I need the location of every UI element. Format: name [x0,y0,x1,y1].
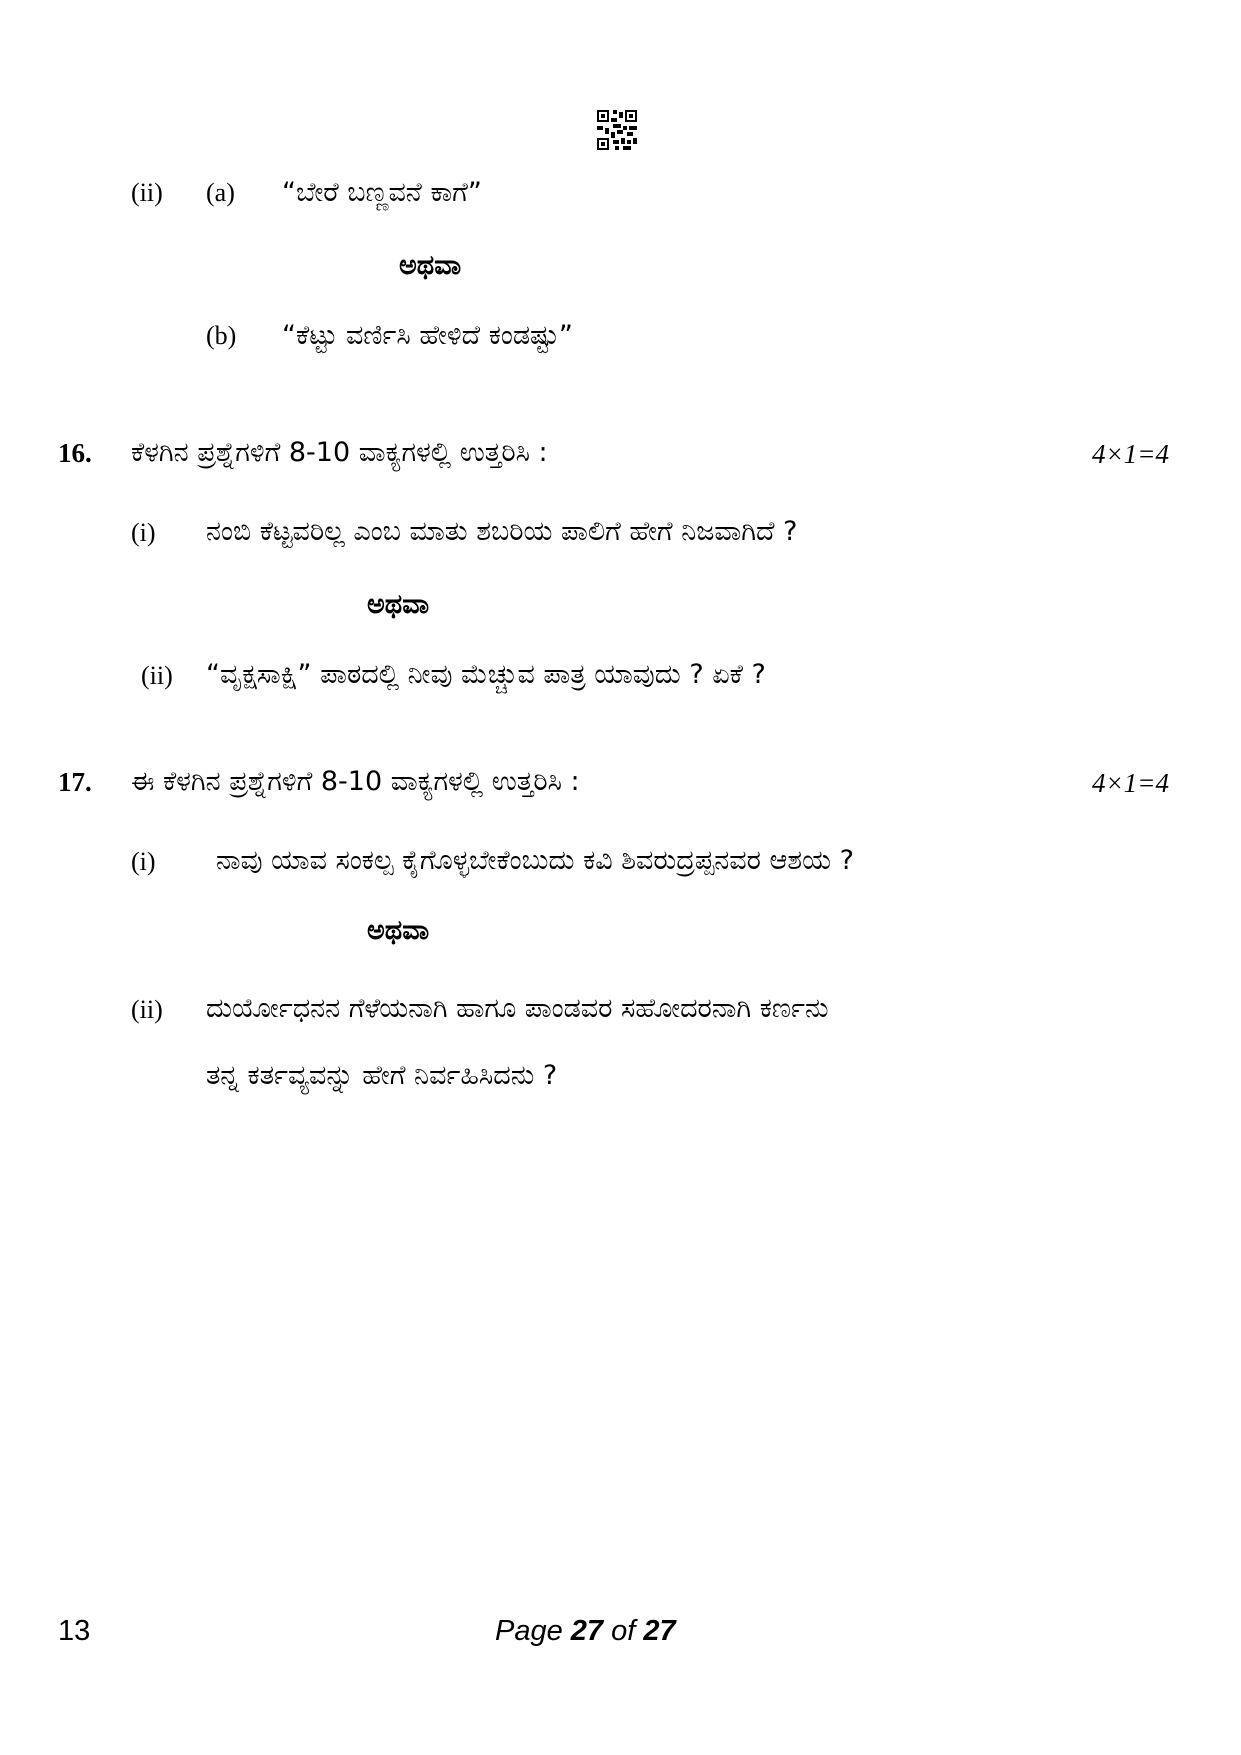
page-number [495,1617,676,1646]
page-total: 27 [643,1615,676,1647]
or-separator: ಅಥವಾ [367,589,430,620]
question-instruction: ಈ ಕೆಳಗಿನ ಪ್ರಶ್ನೆಗಳಿಗೆ 8-10 ವಾಕ್ಯಗಳಲ್ಲಿ ಉತ್ತರಿಸಿ : [131,766,580,797]
question-instruction: ಕೆಳಗಿನ ಪ್ರಶ್ನೆಗಳಿಗೆ 8-10 ವಾಕ್ಯಗಳಲ್ಲಿ ಉತ್ತರಿಸಿ : [131,437,548,468]
sub-question-text: ದುರ್ಯೋಧನನ ಗೆಳೆಯನಾಗಿ ಹಾಗೂ ಪಾಂಡವರ ಸಹೋದರನಾಗಿ ಕರ್ಣನು [206,993,829,1024]
or-separator: ಅಥವಾ [367,915,430,946]
sub-question-label: (ii) [141,661,173,690]
question-number: 17. [58,767,92,797]
sub-question-text: ನಾವು ಯಾವ ಸಂಕಲ್ಪ ಕೈಗೊಳ್ಳಬೇಕೆಂಬುದು ಕವಿ ಶಿವರುದ್ರಪ್ಪನವರ ಆಶಯ ? [216,845,854,876]
option-label: (a) [206,178,235,207]
qr-code-icon [597,110,637,150]
paper-code: 13 [58,1615,91,1647]
or-separator: ಅಥವಾ [399,250,462,281]
sub-question-label: (ii) [131,178,163,207]
page-of: of [603,1615,644,1647]
sub-question-label: (i) [131,518,156,547]
marks-label: 4×1=4 [1092,439,1169,469]
page-prefix: Page [495,1615,571,1647]
sub-question-label: (ii) [131,995,163,1024]
question-number: 16. [58,438,92,468]
sub-question-text: ನಂಬಿ ಕೆಟ್ಟವರಿಲ್ಲ ಎಂಬ ಮಾತು ಶಬರಿಯ ಪಾಲಿಗೆ ಹೇಗೆ ನಿಜವಾಗಿದೆ ? [206,516,798,547]
sub-question-text-continued: ತನ್ನ ಕರ್ತವ್ಯವನ್ನು ಹೇಗೆ ನಿರ್ವಹಿಸಿದನು ? [206,1060,558,1091]
sub-question-text: “ವೃಕ್ಷಸಾಕ್ಷಿ” ಪಾಠದಲ್ಲಿ ನೀವು ಮೆಚ್ಚುವ ಪಾತ್ರ ಯಾವುದು ? ಏಕೆ ? [206,659,766,690]
option-text: “ಬೇರೆ ಬಣ್ಣವನೆ ಕಾಗೆ” [282,177,482,208]
marks-label: 4×1=4 [1092,768,1169,798]
page-current: 27 [570,1615,604,1647]
option-text: “ಕೆಟ್ಟು ವರ್ಣಿಸಿ ಹೇಳಿದೆ ಕಂಡಷ್ಟು” [282,320,573,351]
option-label: (b) [206,321,237,350]
sub-question-label: (i) [131,847,156,876]
